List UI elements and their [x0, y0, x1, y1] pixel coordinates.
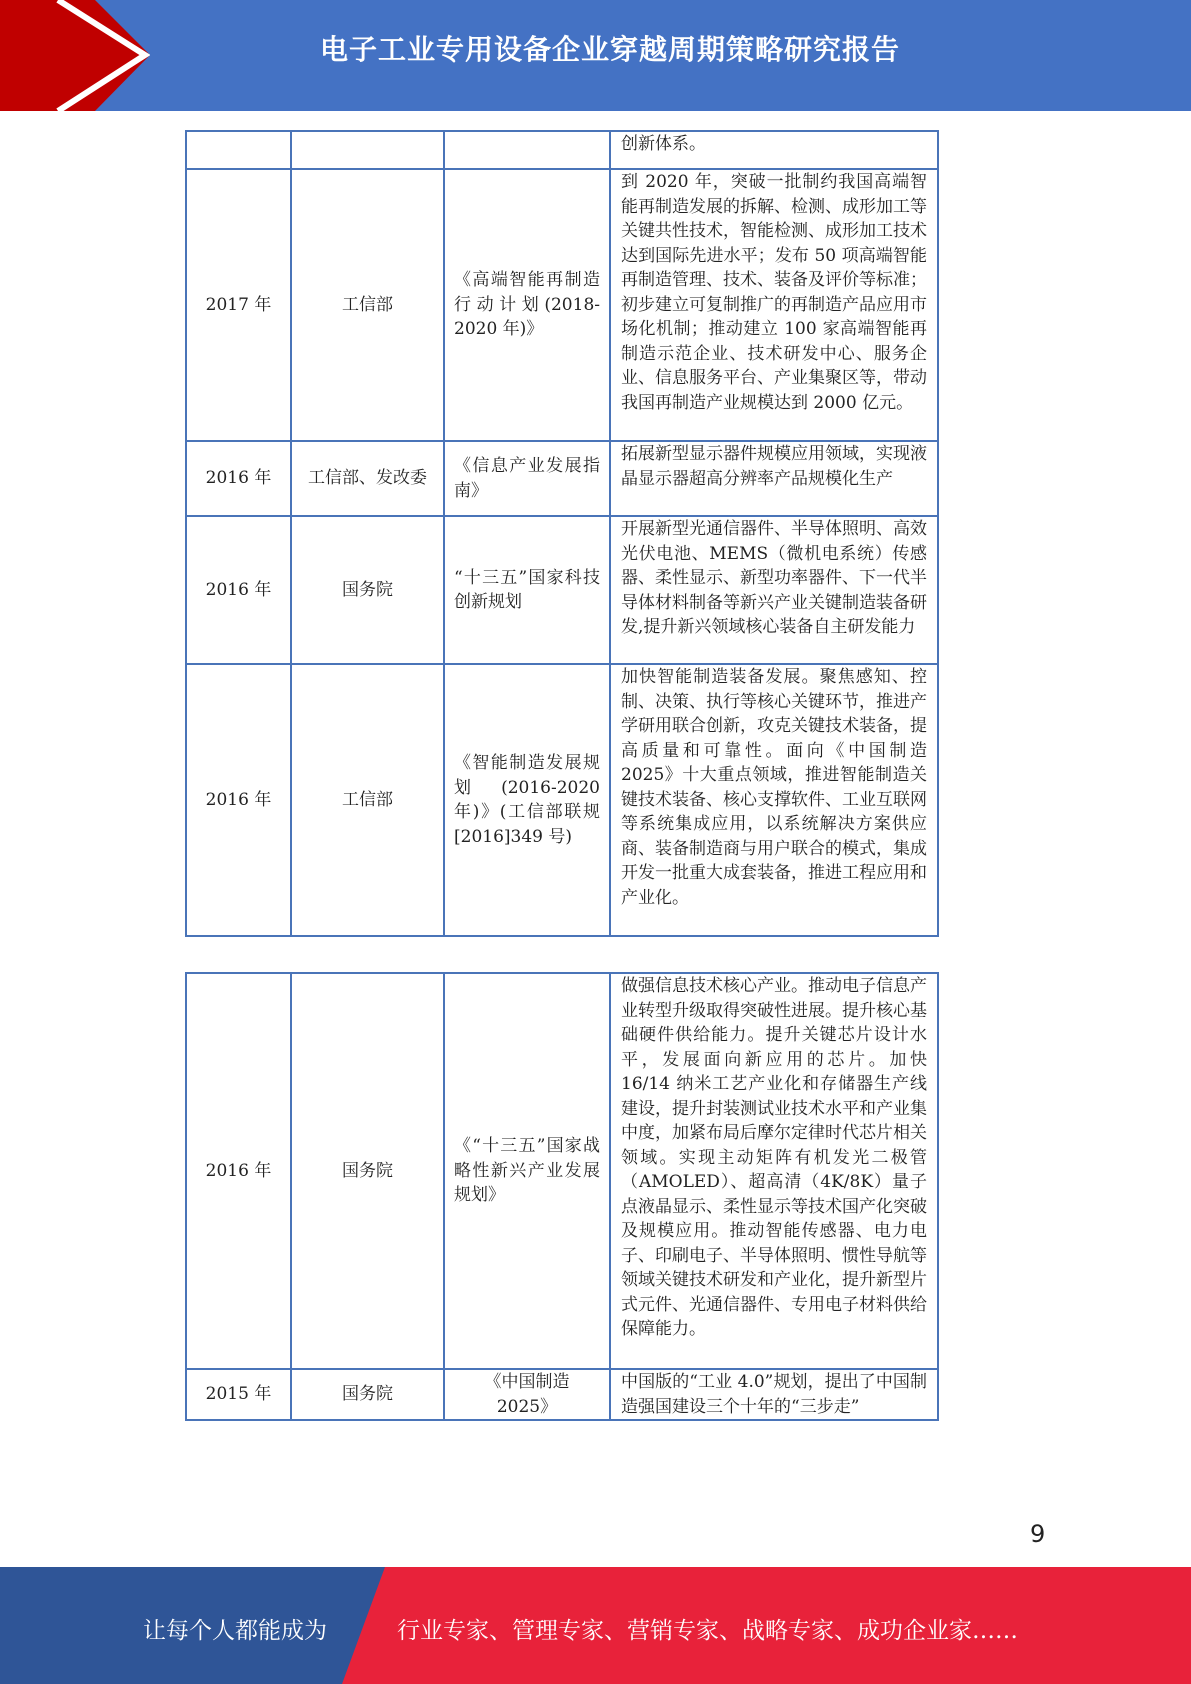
description-cell: 做强信息技术核心产业。推动电子信息产业转型升级取得突破性进展。提升核心基础硬件供给能力。提升关键芯片设计水平，发展面向新应用的芯片。加快 16/14 纳米工艺产业化和存储器生产线建设，提升封装测试业技术水平和产业集中度，加紧布局后摩尔定律时代芯片相关领域。实现主动矩阵有机发光二极管（AMOLED）、超高清（4K/8K）量子点液晶显示、柔性显示等技术国产化突破及规模应用。推动智能传感器、电力电子、印刷电子、半导体照明、惯性导航等领域关键技术研发和产业化，提升新型片式元件、光通信器件、专用电子材料供给保障能力。: [610, 973, 938, 1369]
document-cell: “十三五”国家科技创新规划: [444, 516, 610, 664]
department-cell: 国务院: [291, 1369, 444, 1420]
report-title: 电子工业专用设备企业穿越周期策略研究报告: [319, 33, 900, 66]
footer-slogan-left: 让每个人都能成为: [143, 1618, 327, 1644]
document-cell: 《“十三五”国家战略性新兴产业发展规划》: [444, 973, 610, 1369]
policy-table-1: [185, 130, 939, 937]
department-cell: 工信部: [291, 664, 444, 936]
year-cell: [186, 131, 291, 169]
policy-table-2: [185, 972, 939, 1421]
description-cell: 开展新型光通信器件、半导体照明、高效光伏电池、MEMS（微机电系统）传感器、柔性显示、新型功率器件、下一代半导体材料制备等新兴产业关键制造装备研发,提升新兴领域核心装备自主研发能力: [610, 516, 938, 664]
table-row: [186, 441, 938, 516]
document-cell: 《信息产业发展指南》: [444, 441, 610, 516]
description-cell: 到 2020 年，突破一批制约我国高端智能再制造发展的拆解、检测、成形加工等关键共性技术，智能检测、成形加工技术达到国际先进水平；发布 50 项高端智能再制造管理、技术、装备及评价等标准；初步建立可复制推广的再制造产品应用市场化机制；推动建立 100 家高端智能再制造示范企业、技术研发中心、服务企业、信息服务平台、产业集聚区等，带动我国再制造产业规模达到 2000 亿元。: [610, 169, 938, 441]
description-cell: 中国版的“工业 4.0”规划，提出了中国制造强国建设三个十年的“三步走”: [610, 1369, 938, 1420]
description-cell: 拓展新型显示器件规模应用领域，实现液晶显示器超高分辨率产品规模化生产: [610, 441, 938, 516]
description-cell: 创新体系。: [610, 131, 938, 169]
description-cell: 加快智能制造装备发展。聚焦感知、控制、决策、执行等核心关键环节，推进产学研用联合创新，攻克关键技术装备，提高质量和可靠性。面向《中国制造 2025》十大重点领域，推进智能制造关键技术装备、核心支撑软件、工业互联网等系统集成应用，以系统解决方案供应商、装备制造商与用户联合的模式，集成开发一批重大成套装备，推进工程应用和产业化。: [610, 664, 938, 936]
department-cell: 工信部、发改委: [291, 441, 444, 516]
year-cell: 2017 年: [186, 169, 291, 441]
department-cell: [291, 131, 444, 169]
year-cell: 2016 年: [186, 973, 291, 1369]
table-row: [186, 131, 938, 169]
table-row: [186, 169, 938, 441]
table-row: [186, 1369, 938, 1420]
department-cell: 国务院: [291, 973, 444, 1369]
department-cell: 国务院: [291, 516, 444, 664]
document-cell: [444, 131, 610, 169]
footer-slogan-right: 行业专家、管理专家、营销专家、战略专家、成功企业家……: [397, 1618, 1018, 1644]
page-header: [0, 0, 1191, 111]
year-cell: 2016 年: [186, 664, 291, 936]
table-row: [186, 973, 938, 1369]
document-cell: 《高端智能再制造行动计划(2018-2020 年)》: [444, 169, 610, 441]
document-cell: 《中国制造 2025》: [444, 1369, 610, 1420]
red-arrow-decoration: [0, 0, 150, 111]
year-cell: 2016 年: [186, 516, 291, 664]
page-number: 9: [1030, 1520, 1046, 1548]
document-cell: 《智能制造发展规划 (2016-2020 年)》(工信部联规[2016]349 号): [444, 664, 610, 936]
year-cell: 2015 年: [186, 1369, 291, 1420]
table-row: [186, 664, 938, 936]
department-cell: 工信部: [291, 169, 444, 441]
year-cell: 2016 年: [186, 441, 291, 516]
table-row: [186, 516, 938, 664]
